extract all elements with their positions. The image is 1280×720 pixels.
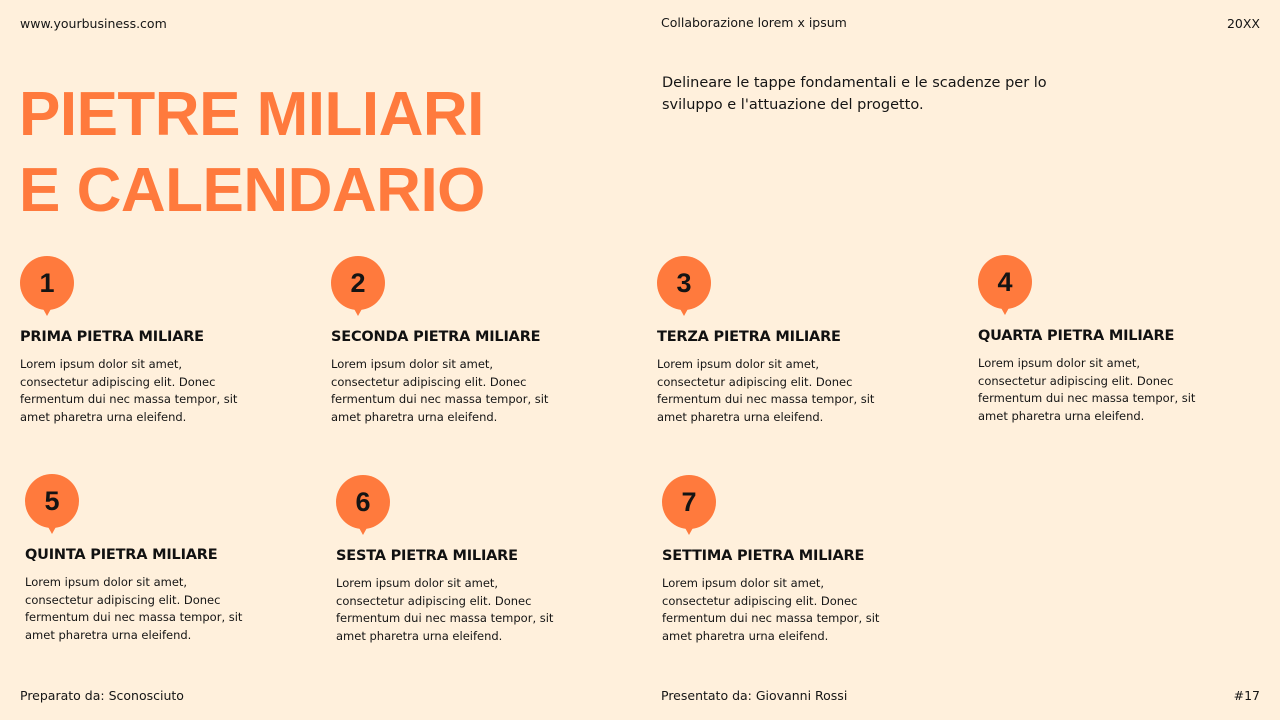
milestone-number: 1 bbox=[39, 268, 55, 298]
milestone-title: PRIMA PIETRA MILIARE bbox=[20, 329, 204, 345]
milestone-number: 6 bbox=[355, 487, 371, 517]
presented-by-label: Presentato da: Giovanni Rossi bbox=[661, 688, 848, 703]
milestone-number: 5 bbox=[44, 486, 60, 516]
page-title-line-1: PIETRE MILIARI bbox=[19, 80, 484, 149]
map-pin-icon bbox=[336, 475, 390, 537]
milestone-title: TERZA PIETRA MILIARE bbox=[657, 329, 841, 345]
milestone-title: SESTA PIETRA MILIARE bbox=[336, 548, 518, 564]
prepared-by-label: Preparato da: Sconosciuto bbox=[20, 688, 184, 703]
milestone-description: Lorem ipsum dolor sit amet, consectetur adipiscing elit. Donec fermentum dui nec massa tempor, sit amet pharetra urna eleifend. bbox=[978, 356, 1196, 423]
milestone-title: QUINTA PIETRA MILIARE bbox=[25, 547, 218, 563]
page-title-line-2: E CALENDARIO bbox=[19, 156, 485, 225]
page-number: #17 bbox=[1233, 688, 1260, 703]
map-pin-icon bbox=[20, 256, 74, 318]
milestone-title: SETTIMA PIETRA MILIARE bbox=[662, 548, 865, 564]
milestone-description: Lorem ipsum dolor sit amet, consectetur adipiscing elit. Donec fermentum dui nec massa tempor, sit amet pharetra urna eleifend. bbox=[25, 575, 243, 642]
milestone-description: Lorem ipsum dolor sit amet, consectetur adipiscing elit. Donec fermentum dui nec massa tempor, sit amet pharetra urna eleifend. bbox=[662, 576, 880, 643]
collaboration-label: Collaborazione lorem x ipsum bbox=[661, 15, 847, 30]
map-pin-icon bbox=[25, 474, 79, 536]
milestone-number: 2 bbox=[350, 268, 366, 298]
intro-text: Delineare le tappe fondamentali e le scadenze per lo sviluppo e l'attuazione del progetto. bbox=[662, 75, 1047, 113]
website-url: www.yourbusiness.com bbox=[20, 16, 167, 31]
map-pin-icon bbox=[978, 255, 1032, 317]
milestone-number: 4 bbox=[997, 267, 1013, 297]
milestone-description: Lorem ipsum dolor sit amet, consectetur adipiscing elit. Donec fermentum dui nec massa tempor, sit amet pharetra urna eleifend. bbox=[20, 357, 238, 424]
milestone-description: Lorem ipsum dolor sit amet, consectetur adipiscing elit. Donec fermentum dui nec massa tempor, sit amet pharetra urna eleifend. bbox=[336, 576, 554, 643]
map-pin-icon bbox=[662, 475, 716, 537]
map-pin-icon bbox=[331, 256, 385, 318]
map-pin-icon bbox=[657, 256, 711, 318]
milestone-description: Lorem ipsum dolor sit amet, consectetur adipiscing elit. Donec fermentum dui nec massa tempor, sit amet pharetra urna eleifend. bbox=[657, 357, 875, 424]
milestone-number: 7 bbox=[681, 487, 697, 517]
year-label: 20XX bbox=[1226, 16, 1260, 31]
page-title bbox=[19, 77, 485, 229]
milestone-title: SECONDA PIETRA MILIARE bbox=[331, 329, 541, 345]
milestone-number: 3 bbox=[676, 268, 692, 298]
milestone-title: QUARTA PIETRA MILIARE bbox=[978, 328, 1175, 344]
milestone-description: Lorem ipsum dolor sit amet, consectetur adipiscing elit. Donec fermentum dui nec massa tempor, sit amet pharetra urna eleifend. bbox=[331, 357, 549, 424]
